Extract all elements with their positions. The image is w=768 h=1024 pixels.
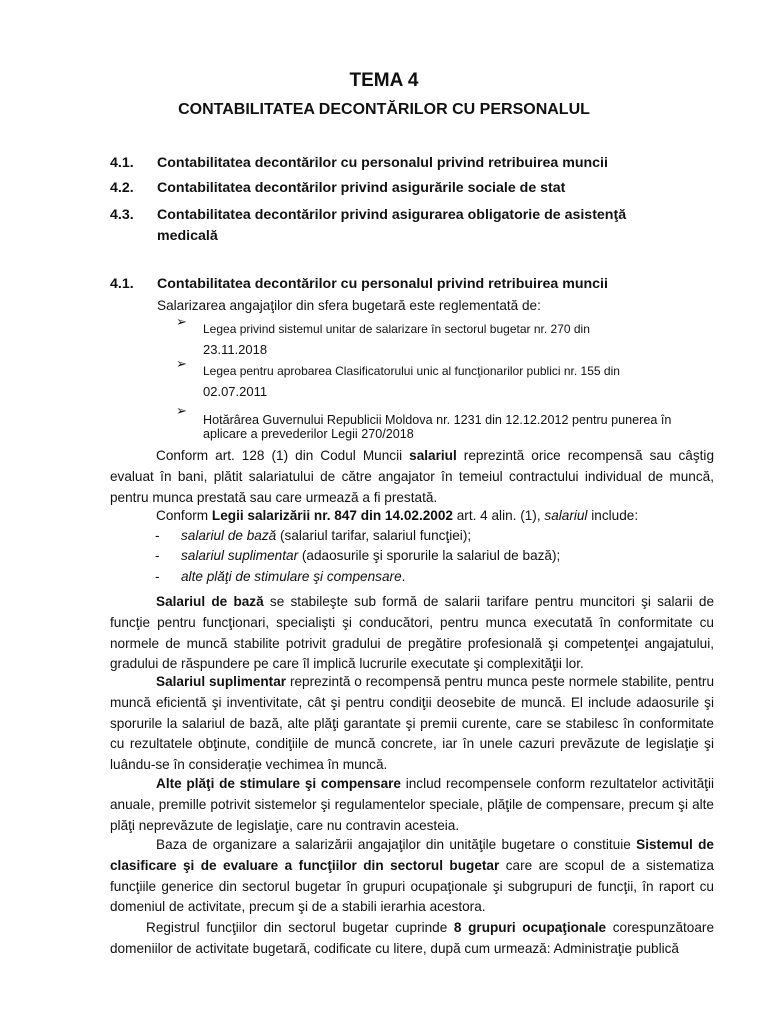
list-item: salariul de bază (salariul tarifar, salariul funcţiei); [181, 528, 472, 543]
section-heading: 4.1. Contabilitatea decontărilor cu personalul privind retribuirea muncii [110, 276, 608, 292]
toc-item-continued: medicală [157, 228, 218, 244]
paragraph-salary-definition: Conform art. 128 (1) din Codul Muncii salariul reprezintă orice recompensă sau câştig evaluat în bani, plătit salariatului de către angajator în temeiul contractului individual de muncă, pentru munca prestată sau care urmează a fi prestată. [110, 448, 715, 505]
law-item: Legea privind sistemul unitar de salarizare în sectorul bugetar nr. 270 din [203, 322, 590, 336]
law-item-date: 23.11.2018 [203, 342, 268, 357]
law-item: Hotărârea Guvernului Republicii Moldova nr. 1231 din 12.12.2012 pentru punerea în [203, 413, 672, 427]
arrow-bullet-icon: ➢ [176, 314, 187, 329]
paragraph-law-847: Conform Legii salarizării nr. 847 din 14.02.2002 art. 4 alin. (1), salariul include: [156, 508, 639, 523]
paragraph-registry: Registrul funcţiilor din sectorul bugetar cuprinde 8 grupuri ocupaţionale corespunzătoare domeniilor de activitate bugetară, codificate cu litere, după cum urmează: Administraţie publică [110, 920, 714, 956]
arrow-bullet-icon: ➢ [176, 403, 187, 418]
list-item: alte plăţi de stimulare şi compensare. [181, 569, 406, 584]
toc-item: 4.2. Contabilitatea decontărilor privind asigurările sociale de stat [110, 180, 566, 196]
law-item-continued: aplicare a prevederilor Legii 270/2018 [203, 427, 414, 441]
toc-item: 4.3. Contabilitatea decontărilor privind asigurarea obligatorie de asistenţă [110, 207, 627, 223]
list-item: salariul suplimentar (adaosurile şi sporurile la salariul de bază); [181, 548, 561, 563]
law-item-date: 02.07.2011 [203, 384, 268, 399]
dash-bullet: - [155, 528, 160, 543]
toc-item: 4.1. Contabilitatea decontărilor cu personalul privind retribuirea muncii [110, 155, 608, 171]
page-title: TEMA 4 [349, 70, 419, 91]
paragraph-classification-system: Baza de organizare a salarizării angajaţilor din unităţile bugetare o constituie Sistemul de clasificare şi de evaluare a funcţiilor din sectorul bugetar care are scopul de a sistematiza funcţiile generice din sectorul bugetar în grupuri ocupaţionale şi subgrupuri de funcţii, în raport cu domeniul de activitate, precum şi de a stabili ierarhia acestora. [110, 837, 714, 915]
paragraph-base-salary: Salariul de bază se stabileşte sub formă de salarii tarifare pentru muncitori şi salarii de funcţie pentru funcţionari, specialişti şi conducători, pentru munca executată în conformitate cu normele de muncă stabilite potrivit gradului de pregătire profesională şi competenţei angajatului, gradului de răspundere pe care îl implică lucrurile executate şi complexităţii lor. [110, 594, 714, 672]
paragraph-other-payments: Alte plăţi de stimulare şi compensare includ recompensele conform rezultatelor activităţii anuale, premille potrivit sistemelor şi regulamentelor speciale, plăţile de compensare, precum şi alte plăţi neprevăzute de legislaţie, care nu contravin acesteia. [110, 776, 714, 833]
law-item: Legea pentru aprobarea Clasificatorului unic al funcţionarilor publici nr. 155 din [203, 364, 620, 378]
intro-text: Salarizarea angajaţilor din sfera bugetară este reglementată de: [157, 298, 541, 313]
dash-bullet: - [155, 548, 160, 563]
paragraph-supplementary-salary: Salariul suplimentar reprezintă o recompensă pentru munca peste normele stabilite, pentru muncă eficientă şi inventivitate, cât şi pentru condiţii deosebite de muncă. El include adaosurile şi sporurile la salariul de bază, alte plăţi garantate şi premii curente, care se stabilesc în conformitate cu rezultatele obţinute, condiţiile de muncă concrete, iar în unele cazuri prevăzute de legislaţie şi luându-se în considerație vechimea în muncă. [110, 674, 715, 773]
arrow-bullet-icon: ➢ [176, 356, 187, 371]
dash-bullet: - [155, 569, 160, 584]
page-subtitle: CONTABILITATEA DECONTĂRILOR CU PERSONALUL [178, 101, 590, 118]
